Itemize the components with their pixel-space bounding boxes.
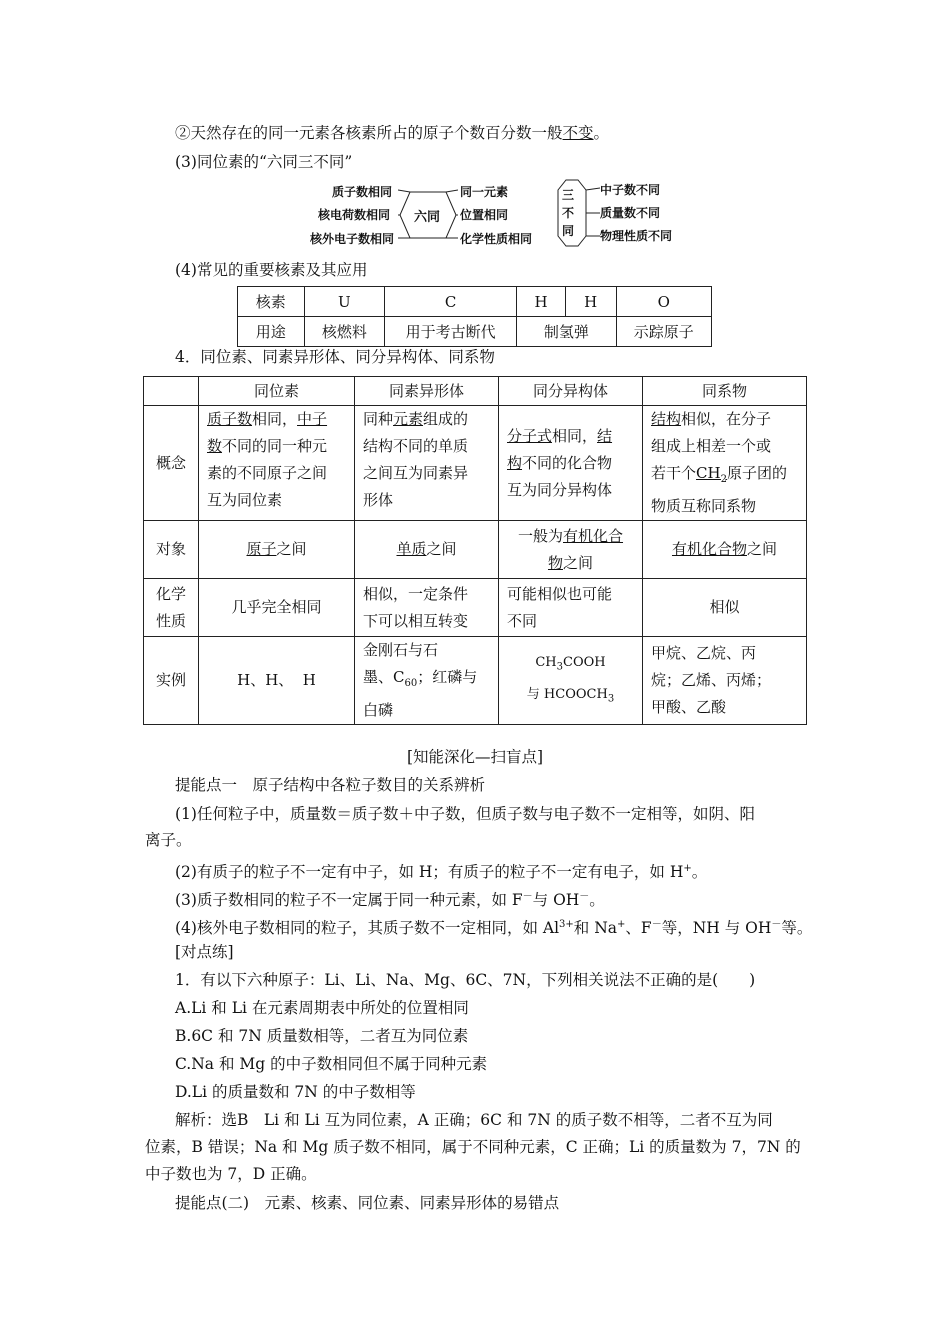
comparison-table (143, 376, 807, 725)
nuclide-cell: 制氢弹 (517, 317, 616, 347)
example-homolog: 甲烷、乙烷、丙 烷；乙烯、丙烯； 甲酸、乙酸 (643, 637, 807, 725)
diagram-right-item: 化学性质相同 (460, 232, 533, 246)
nuclide-cell: H (517, 287, 566, 317)
nuclide-cell: U (304, 287, 384, 317)
header-cell: 同系物 (643, 377, 807, 406)
diagram-left-item: 核外电子数相同 (310, 232, 395, 246)
concept-isotope: 质子数相同，中子 数不同的同一种元 素的不同原子之间 互为同位素 (199, 406, 355, 521)
box-label-char: 三 (562, 188, 575, 202)
box-item: 质量数不同 (600, 206, 661, 220)
option-c: C.Na 和 Mg 的中子数相同但不属于同种元素 (175, 1055, 488, 1073)
diagram-center: 六同 (414, 210, 441, 225)
point1-heading: 提能点一 原子结构中各粒子数目的关系辨析 (175, 776, 486, 794)
box-label-char: 同 (562, 224, 575, 238)
object-isotope: 原子之间 (199, 521, 355, 579)
nuclide-heading: (4)常见的重要核素及其应用 (175, 261, 368, 279)
chem-isomer: 可能相似也可能 不同 (499, 579, 643, 637)
nuclide-cell: 核素 (238, 287, 305, 317)
option-d: D.Li 的质量数和 7N 的中子数相等 (175, 1083, 416, 1101)
box-label-char: 不 (562, 206, 575, 220)
example-isomer: $CH_3COOH$ 与 $HCOOCH_3$ (499, 637, 643, 725)
answer-line: 解析：选B Li 和 Li 互为同位素，A 正确；6C 和 7N 的质子数不相等，二者不互为同 (175, 1111, 773, 1129)
chem-isotope: 几乎完全相同 (199, 579, 355, 637)
row-label-chem: 化学 性质 (144, 579, 199, 637)
header-cell: 同素异形体 (355, 377, 499, 406)
object-homolog: 有机化合物之间 (643, 521, 807, 579)
intro-line-1: ②天然存在的同一元素各核素所占的原子个数百分数一般不变。 (175, 124, 610, 142)
chem-allotrope: 相似，一定条件 下可以相互转变 (355, 579, 499, 637)
diagram-left-item: 质子数相同 (332, 185, 393, 199)
header-cell: 同位素 (199, 377, 355, 406)
nuclide-cell: 示踪原子 (616, 317, 711, 347)
paragraph: (2)有质子的粒子不一定有中子，如 H；有质子的粒子不一定有电子，如 H+。 (175, 863, 708, 882)
example-isotope: H、H、 H (199, 637, 355, 725)
intro-line-2: (3)同位素的“六同三不同” (175, 153, 353, 171)
diagram-right-item: 位置相同 (460, 208, 509, 222)
header-cell (144, 377, 199, 406)
nuclide-cell: C (385, 287, 517, 317)
option-b: B.6C 和 7N 质量数相等，二者互为同位素 (175, 1027, 469, 1045)
diagram-right-item: 同一元素 (460, 185, 509, 199)
row-label-object: 对象 (144, 521, 199, 579)
answer-line: 位素，B 错误；Na 和 Mg 质子数不相同，属于不同种元素，C 正确；Li 的质量数为 7，7N 的 (145, 1138, 801, 1156)
section-title: [知能深化—扫盲点] (406, 748, 544, 766)
nuclide-cell: O (616, 287, 711, 317)
object-allotrope: 单质之间 (355, 521, 499, 579)
concept-homolog: 结构相似，在分子 组成上相差一个或 若干个$CH_2$原子团的 物质互称同系物 (643, 406, 807, 521)
section4-heading: 4．同位素、同素异形体、同分异构体、同系物 (175, 348, 495, 366)
concept-allotrope: 同种元素组成的 结构不同的单质 之间互为同素异 形体 (355, 406, 499, 521)
option-a: A.Li 和 Li 在元素周期表中所处的位置相同 (175, 999, 469, 1017)
box-item: 物理性质不同 (600, 229, 673, 243)
nuclide-cell: H (565, 287, 616, 317)
box-item: 中子数不同 (600, 183, 661, 197)
practice-label: [对点练] (175, 943, 234, 961)
answer-line: 中子数也为 7，D 正确。 (145, 1165, 317, 1183)
paragraph: 离子。 (145, 831, 192, 849)
header-cell: 同分异构体 (499, 377, 643, 406)
nuclide-cell: 用途 (238, 317, 305, 347)
row-label-example: 实例 (144, 637, 199, 725)
nuclide-cell: 用于考古断代 (385, 317, 517, 347)
question-1: 1．有以下六种原子：Li、Li、Na、Mg、6C、7N，下列相关说法不正确的是( ) (175, 971, 756, 989)
object-isomer: 一般为有机化合 物之间 (499, 521, 643, 579)
nuclide-cell: 核燃料 (304, 317, 384, 347)
paragraph: (4)核外电子数相同的粒子，其质子数不一定相同，如 $Al^{3+}$和 Na+、F－等，NH 与 OH－等。 (175, 919, 813, 938)
chem-homolog: 相似 (643, 579, 807, 637)
concept-isomer: 分子式相同，结 构不同的化合物 互为同分异构体 (499, 406, 643, 521)
row-label-concept: 概念 (144, 406, 199, 521)
point2-heading: 提能点(二) 元素、核素、同位素、同素异形体的易错点 (175, 1194, 560, 1212)
paragraph: (3)质子数相同的粒子不一定属于同一种元素，如 F－与 OH－。 (175, 891, 605, 910)
paragraph: (1)任何粒子中，质量数＝质子数＋中子数，但质子数与电子数不一定相等，如阴、阳 (175, 805, 755, 823)
example-allotrope: 金刚石与石 墨、$C_{60}$；红磷与 白磷 (355, 637, 499, 725)
nuclide-table (237, 286, 712, 347)
diagram-left-item: 核电荷数相同 (318, 208, 391, 222)
